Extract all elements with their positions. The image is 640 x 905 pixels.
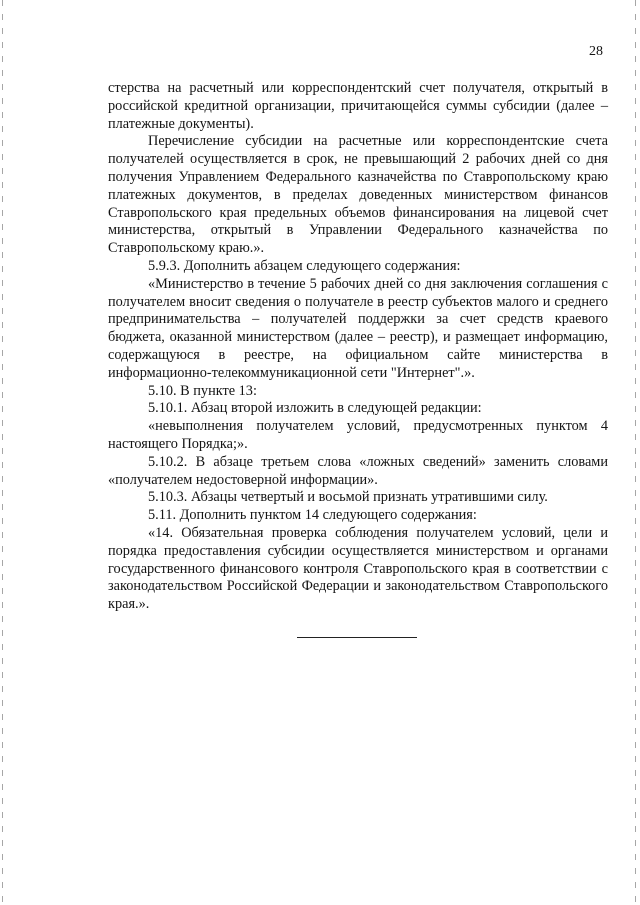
scan-edge-left <box>2 0 3 905</box>
paragraph: Перечисление субсидии на расчетные или корреспондентские счета получателей осуществляется в срок, не превышающий 2 рабочих дней со дня получения Управлением Федерального казначейства по Ставропольскому краю платежных документов, в пределах доведенных министерством финансов Ставропольского края предельных объемов финансирования на лицевой счет министерства, открытый в Управлении Федерального казначейства по Ставропольскому краю.». <box>108 133 608 257</box>
paragraph: 5.10.3. Абзацы четвертый и восьмой признать утратившими силу. <box>148 489 548 506</box>
paragraph: 5.9.3. Дополнить абзацем следующего содержания: <box>148 257 461 274</box>
end-separator-line <box>297 637 417 638</box>
paragraph: «Министерство в течение 5 рабочих дней со дня заключения соглашения с получателем вносит сведения о получателе в реестр субъектов малого и среднего предпринимательства – получателей поддержки за счет средств краевого бюджета, оказанной министерством (далее – реестр), и размещает информацию, содержащуюся в реестре, на официальном сайте министерства в информационно-телекоммуникационной сети "Интернет".». <box>108 275 608 381</box>
paragraph: стерства на расчетный или корреспондентский счет получателя, открытый в российской кредитной организации, причитающейся суммы субсидии (далее – платежные документы). <box>108 80 608 132</box>
scan-edge-right <box>635 0 636 905</box>
document-body <box>108 80 608 614</box>
paragraph: «14. Обязательная проверка соблюдения получателем условий, цели и порядка предоставления субсидии осуществляется министерством и органами государственного финансового контроля Ставропольского края в соответствии с законодательством Российской Федерации и законодательством Ставропольского края.». <box>108 524 608 613</box>
page-number: 28 <box>589 44 603 59</box>
paragraph: «невыполнения получателем условий, предусмотренных пунктом 4 настоящего Порядка;». <box>108 418 608 452</box>
paragraph: 5.10. В пункте 13: <box>148 382 257 399</box>
paragraph: 5.10.1. Абзац второй изложить в следующей редакции: <box>148 400 482 417</box>
paragraph: 5.10.2. В абзаце третьем слова «ложных сведений» заменить словами «получателем недостоверной информации». <box>108 453 608 488</box>
paragraph: 5.11. Дополнить пунктом 14 следующего содержания: <box>148 507 477 524</box>
